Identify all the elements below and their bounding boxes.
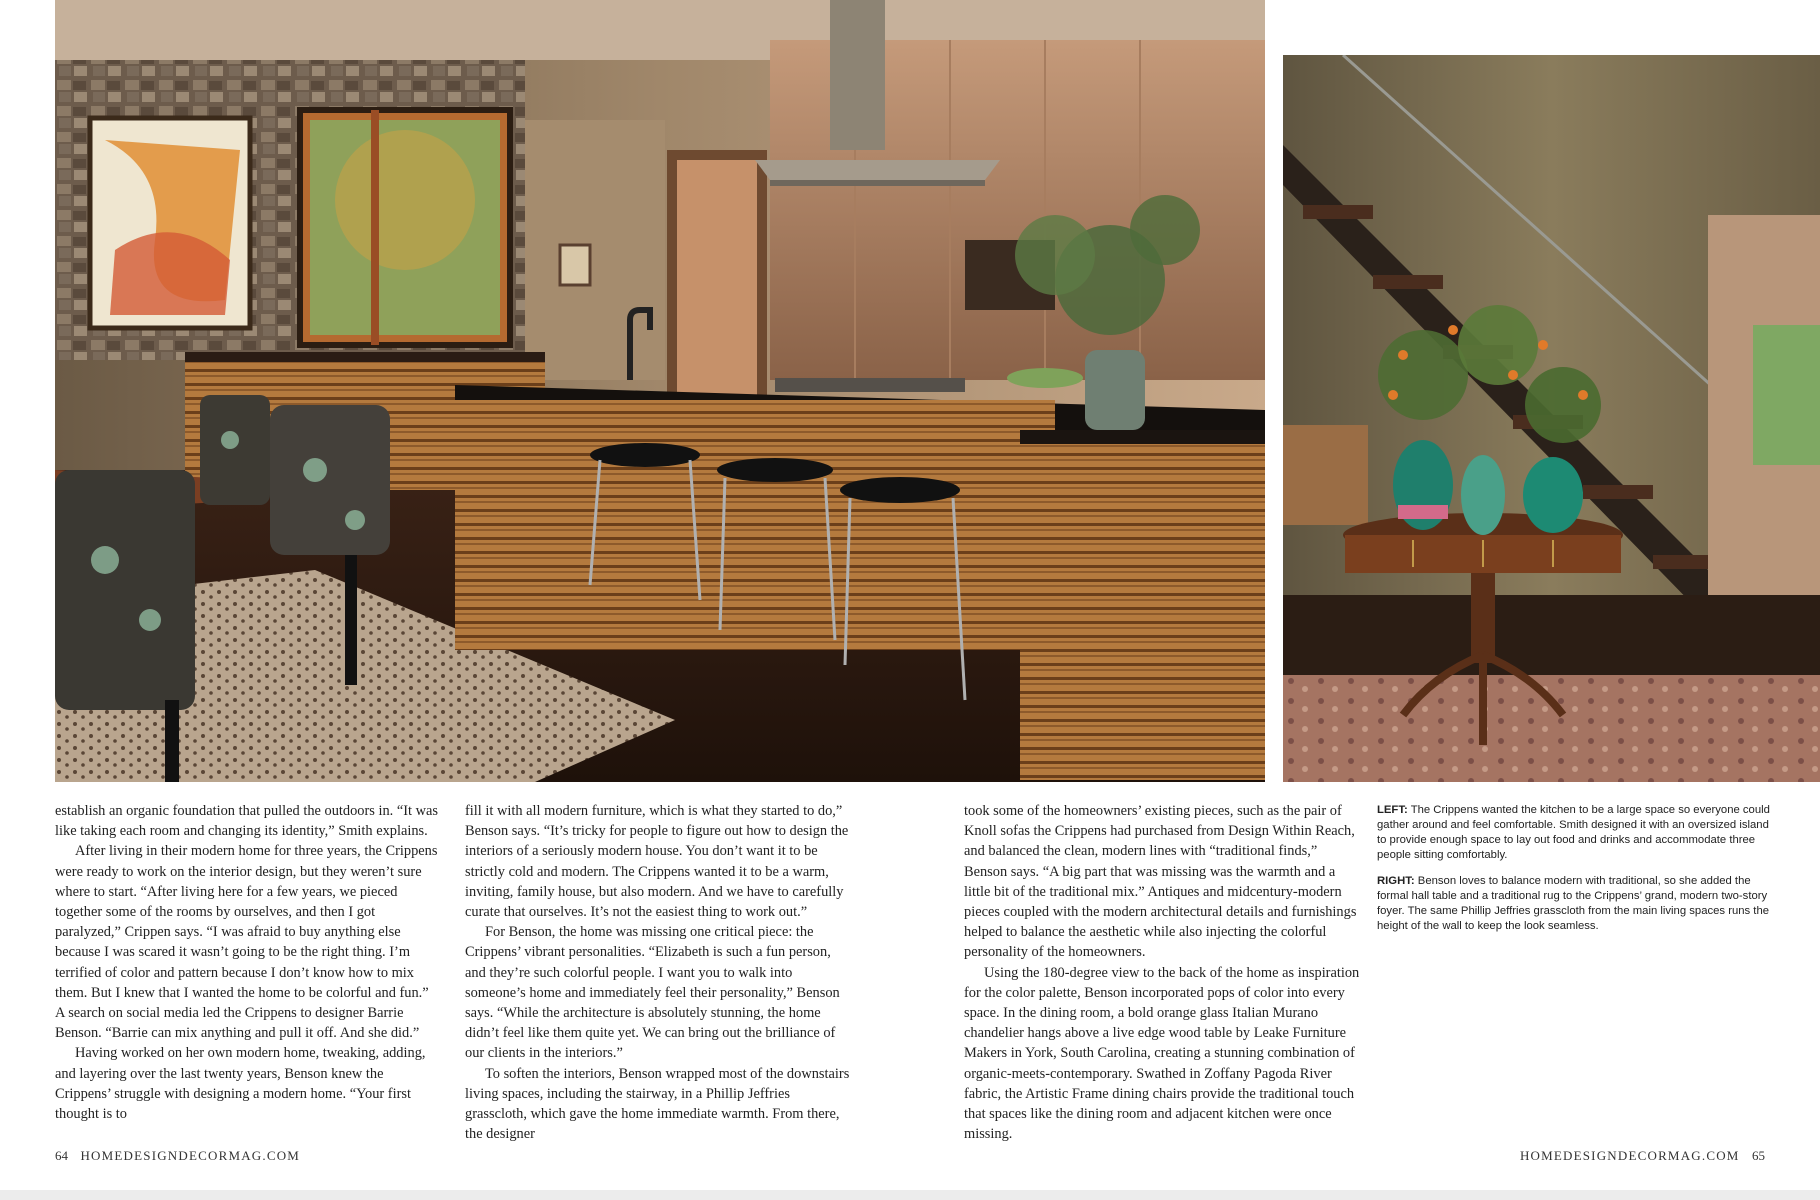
paragraph: establish an organic foundation that pulled the outdoors in. “It was like taking each room and changing its identity,” Smith explains. xyxy=(55,803,439,840)
website-url: HOMEDESIGNDECORMAG.COM xyxy=(80,1148,301,1163)
caption-right xyxy=(1377,874,1771,934)
caption-text: The Crippens wanted the kitchen to be a large space so everyone could gather around and feel comfortable. Smith designed it with an oversized island to provide enough space to lay out food and drinks and accommodate three people sitting comfortably. xyxy=(1377,804,1770,861)
folio-left xyxy=(55,1148,300,1164)
body-column-1 xyxy=(55,801,440,1124)
paragraph: To soften the interiors, Benson wrapped most of the downstairs living spaces, including the stairway, in a Phillip Jeffries grasscloth, which gave the home immediate warmth. From there, the designer xyxy=(465,1065,850,1143)
paragraph: After living in their modern home for three years, the Crippens were ready to work on the interior design, but they weren’t sure where to start. “After living here for a few years, we pieced together some of the rooms by ourselves, and then I got paralyzed,” Crippen says. “I was afraid to buy anything else because I was scared it wasn’t going to be the right thing. I’m terrified of color and pattern because I don’t know how to mix them. But I knew that I wanted the home to be colorful and fun.” A search on social media led the Crippens to designer Barrie Benson. “Barrie can mix anything and pull it off. And she did.” xyxy=(55,843,438,1042)
page-number: 65 xyxy=(1752,1148,1765,1163)
body-column-3 xyxy=(964,801,1362,1144)
folio-right xyxy=(1520,1148,1765,1164)
body-column-2 xyxy=(465,801,850,1144)
paragraph: took some of the homeowners’ existing pieces, such as the pair of Knoll sofas the Crippens had purchased from Design Within Reach, and balanced the clean, modern lines with “traditional finds,” Benson says. “A big part that was missing was the warmth and a little bit of the traditional mix.” Antiques and midcentury-modern pieces coupled with the modern architectural details and furnishings helped to balance the aesthetic while also injecting the colorful personality of the homeowners. xyxy=(964,803,1357,961)
paragraph: Using the 180-degree view to the back of the home as inspiration for the color palette, Benson incorporated pops of color into every space. In the dining room, a bold orange glass Italian Murano chandelier hangs above a live edge wood table by Leake Furniture Makers in York, South Carolina, creating a stunning combination of organic-meets-contemporary. Swathed in Zoffany Pagoda River fabric, the Artistic Frame dining chairs provide the traditional touch that spaces like the dining room and adjacent kitchen were once missing. xyxy=(964,964,1360,1143)
foyer-photo xyxy=(1283,55,1820,782)
paragraph: fill it with all modern furniture, which is what they started to do,” Benson says. “It’s tricky for people to figure out how to design the interiors of a seriously modern house. You don’t want it to be strictly cold and modern. The Crippens wanted it to be a warm, inviting, family house, but also modern. And we have to carefully curate that ourselves. It’s not the easiest thing to work out.” xyxy=(465,803,849,921)
page-number: 64 xyxy=(55,1148,68,1163)
website-url: HOMEDESIGNDECORMAG.COM xyxy=(1519,1148,1740,1163)
kitchen-photo xyxy=(55,0,1265,782)
paragraph: For Benson, the home was missing one critical piece: the Crippens’ vibrant personalities. “Elizabeth is such a fun person, and they’re such colorful people. I want you to walk into someone’s home and immediately feel their personality,” Benson says. “While the architecture is absolutely stunning, the home didn’t feel like them quite yet. We can bring out the brilliance of our clients in the interiors.” xyxy=(465,924,840,1062)
kitchen-illustration xyxy=(55,0,1265,782)
caption-label: LEFT: xyxy=(1377,804,1408,816)
caption-text: Benson loves to balance modern with traditional, so she added the formal hall table and a traditional rug to the Crippens’ grand, modern two-story foyer. The same Phillip Jeffries grasscloth from the main living spaces runs the height of the wall to keep the look seamless. xyxy=(1377,875,1770,932)
foyer-illustration xyxy=(1283,55,1820,782)
photo-captions xyxy=(1377,803,1771,945)
caption-left xyxy=(1377,803,1771,863)
caption-label: RIGHT: xyxy=(1377,875,1415,887)
paragraph: Having worked on her own modern home, tweaking, adding, and layering over the last twenty years, Benson knew the Crippens’ struggle with designing a modern home. “Your first thought is to xyxy=(55,1045,426,1123)
page-edge xyxy=(0,1190,1820,1200)
